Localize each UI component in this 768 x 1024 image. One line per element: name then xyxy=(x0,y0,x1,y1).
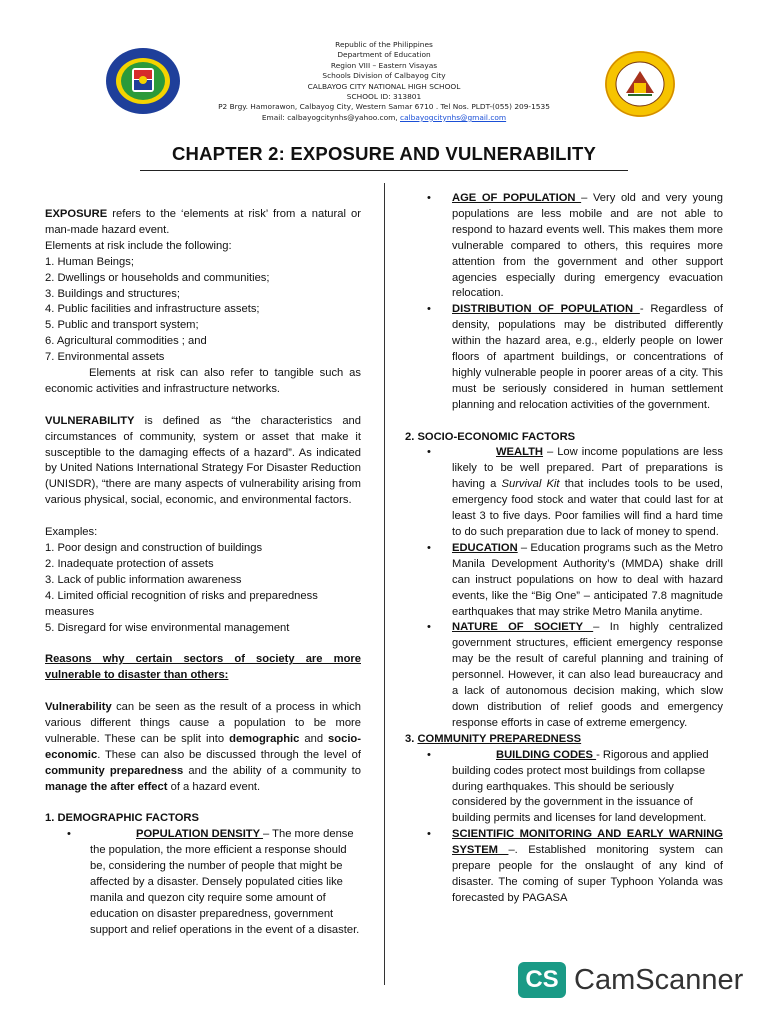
title-underline xyxy=(140,170,628,171)
bullet-item xyxy=(405,827,723,907)
list-item: 2. Inadequate protection of assets xyxy=(45,557,214,570)
building-codes-label: BUILDING CODES xyxy=(496,748,597,761)
education-label: EDUCATION xyxy=(452,541,518,554)
camscanner-text: CamScanner xyxy=(574,964,744,996)
heading-text: COMMUNITY PREPAREDNESS xyxy=(417,732,582,745)
bullet-icon: • xyxy=(67,828,71,841)
bullet-icon: • xyxy=(427,748,431,761)
wealth-text: – Low income populations are less likely to be well prepared. Part of preparations is having a xyxy=(452,446,723,491)
camscanner-watermark xyxy=(518,962,768,998)
vp-demographic: demographic xyxy=(229,732,300,745)
list-item: 7. Environmental assets xyxy=(45,351,165,364)
vp-socio-economic: socio-economic xyxy=(45,732,361,761)
list-item: 6. Agricultural commodities ; and xyxy=(45,335,207,348)
list-item: 1. Poor design and construction of buildings xyxy=(45,542,263,554)
reasons-heading: Reasons why certain sectors of society are more vulnerable to disaster than others: xyxy=(45,653,361,682)
list-item: 1. Human Beings; xyxy=(45,255,134,268)
header-line: SCHOOL ID: 313801 xyxy=(346,92,422,102)
bullet-icon: • xyxy=(427,303,431,316)
scientific-monitoring-label: SCIENTIFIC MONITORING AND EARLY WARNING SYSTEM xyxy=(452,828,723,857)
right-column xyxy=(405,191,723,907)
vp-text: of a hazard event. xyxy=(167,780,261,793)
bullet-icon: • xyxy=(427,541,431,554)
bullet-icon: • xyxy=(427,192,431,204)
vulnerability-paragraph xyxy=(45,414,361,509)
email-prefix: Email: calbayogcitynhs@yahoo.com, xyxy=(261,112,400,122)
wealth-label: WEALTH xyxy=(496,446,544,459)
examples-label: Examples: xyxy=(45,526,98,539)
community-preparedness-heading xyxy=(405,732,723,748)
bullet-item xyxy=(405,748,723,828)
vp-text: and the ability of a community to xyxy=(183,764,361,777)
education-text: – Education programs such as the Metro Manila Development Authority’s (MMDA) shake drill can instruct populations on how to deal with hazard events, like the “Big One” – anticipated 7.8 magnitude earthquakes that may strike Metro Manila anytime. xyxy=(452,541,723,618)
exposure-term: EXPOSURE xyxy=(45,208,108,220)
camscanner-logo-icon: CS xyxy=(518,962,566,998)
list-item: 4. Public facilities and infrastructure assets; xyxy=(45,303,260,316)
chapter-title: CHAPTER 2: EXPOSURE AND VULNERABILITY xyxy=(171,143,597,164)
wealth-text: that includes tools to be used, emergency food stock and water that could last for at least 3 to five days. Poor families will find a hard time to do such preparation due to lack of money to spend. xyxy=(452,478,723,539)
column-divider xyxy=(384,183,385,985)
list-item: 3. Lack of public information awareness xyxy=(45,573,242,586)
nature-of-society-label: NATURE OF SOCIETY xyxy=(452,621,594,634)
bullet-item xyxy=(405,620,723,731)
exposure-definition: refers to the ‘elements at risk’ from a natural or man-made hazard event. xyxy=(45,208,361,236)
vp-manage-after-effect: manage the after effect xyxy=(45,780,168,793)
vulnerability-process-paragraph xyxy=(45,700,361,795)
bullet-icon: • xyxy=(427,446,431,459)
vp-term: Vulnerability xyxy=(45,701,112,714)
list-item: 3. Buildings and structures; xyxy=(45,287,180,300)
survival-kit-term: Survival Kit xyxy=(501,478,560,491)
heading-number: 3. xyxy=(405,732,418,745)
vp-text: . These can also be discussed through the level of xyxy=(97,748,361,761)
list-item: 5. Disregard for wise environmental management xyxy=(45,621,290,634)
left-column xyxy=(45,207,361,939)
bullet-icon: • xyxy=(427,621,431,634)
header-line: Republic of the Philippines xyxy=(335,40,433,49)
demographic-heading: 1. DEMOGRAPHIC FACTORS xyxy=(45,812,199,825)
socio-economic-heading: 2. SOCIO-ECONOMIC FACTORS xyxy=(405,430,576,443)
bullet-icon: • xyxy=(427,828,431,841)
bullet-item xyxy=(45,827,361,938)
vp-community-preparedness: community preparedness xyxy=(45,764,184,777)
age-of-population-label: AGE OF POPULATION xyxy=(452,192,582,204)
vulnerability-term: VULNERABILITY xyxy=(45,414,135,427)
vulnerability-definition: is defined as “the characteristics and circumstances of community, system or asset that make it susceptible to the damaging effects of a hazard”. As indicated by United Nations International Strategy For Disaster Reduction (UNISDR), “there are many aspects of vulnerability arising from various physical, social, economic, and environmental factors. xyxy=(45,414,361,507)
age-of-population-text: – Very old and very young populations are less mobile and are not able to respond to hazard events well. This makes them more vulnerable compared to others, this requires more attention from the government and other support agencies especially during emergency evacuation relocation. xyxy=(452,192,723,300)
scientific-monitoring-text: –. Established monitoring system can prepare people for the onslaught of any kind of disaster. The coming of super Typhoon Yolanda was forecasted by PAGASA xyxy=(452,844,724,904)
vp-text: and xyxy=(299,732,329,745)
distribution-label: DISTRIBUTION OF POPULATION xyxy=(452,303,640,316)
exposure-paragraph xyxy=(45,207,361,239)
bullet-item xyxy=(405,191,723,302)
elements-intro: Elements at risk include the following: xyxy=(45,239,232,252)
bullet-item xyxy=(405,302,723,413)
list-item: 5. Public and transport system; xyxy=(45,319,199,332)
header-email-line xyxy=(0,113,768,123)
header-line: Region VIII – Eastern Visayas xyxy=(330,60,438,70)
header-line: Schools Division of Calbayog City xyxy=(322,71,446,81)
elements-note: Elements at risk can also refer to tangible such as economic activities and infrastructure networks. xyxy=(45,367,361,395)
building-codes-text: - Rigorous and applied building codes protect most buildings from collapse during earthquakes. This should be seriously considered by the government in the issuance of building permits and licenses for land development. xyxy=(452,748,709,825)
population-density-label: POPULATION DENSITY xyxy=(136,828,264,841)
header-line: P2 Brgy. Hamorawon, Calbayog City, Western Samar 6710 . Tel Nos. PLDT-(055) 209-1535 xyxy=(218,102,550,112)
population-density-text: – The more dense the population, the more efficient a response should be, considering the number of people that might be affected by a disaster. Densely populated cities like manila and quezon city require some amount of education on disaster preparedness, government support and relief operations in the event of a disaster. xyxy=(90,828,360,936)
bullet-item xyxy=(405,445,723,540)
email-link[interactable]: calbayogcitynhs@gmail.com xyxy=(400,112,507,122)
list-item: 4. Limited official recognition of risks and preparedness measures xyxy=(45,589,318,618)
school-header xyxy=(0,40,768,123)
header-line: Department of Education xyxy=(337,50,431,60)
vp-text: can be seen as the result of a process in which various different things cause a population to be more vulnerable. These can be split into xyxy=(45,701,361,745)
header-line: CALBAYOG CITY NATIONAL HIGH SCHOOL xyxy=(307,81,461,91)
nature-of-society-text: – In highly centralized government structures, efficient emergency response may be the result of careful planning and training of personnel. However, it can also lead bureaucracy and a lack of autonomous decision making, which slow down distribution of relief goods and emergency response efforts in case of extreme emergency. xyxy=(452,621,723,729)
list-item: 2. Dwellings or households and communities; xyxy=(45,271,270,284)
distribution-text: - Regardless of density, populations may be distributed differently within the hazard area, e.g., elderly people on lower floors of apartment buildings, or concentrations of highly vulnerable people in poorer areas of a city. This must be seriously considered in human settlement planning and relocation activities of the government. xyxy=(452,303,723,411)
bullet-item xyxy=(405,541,723,621)
